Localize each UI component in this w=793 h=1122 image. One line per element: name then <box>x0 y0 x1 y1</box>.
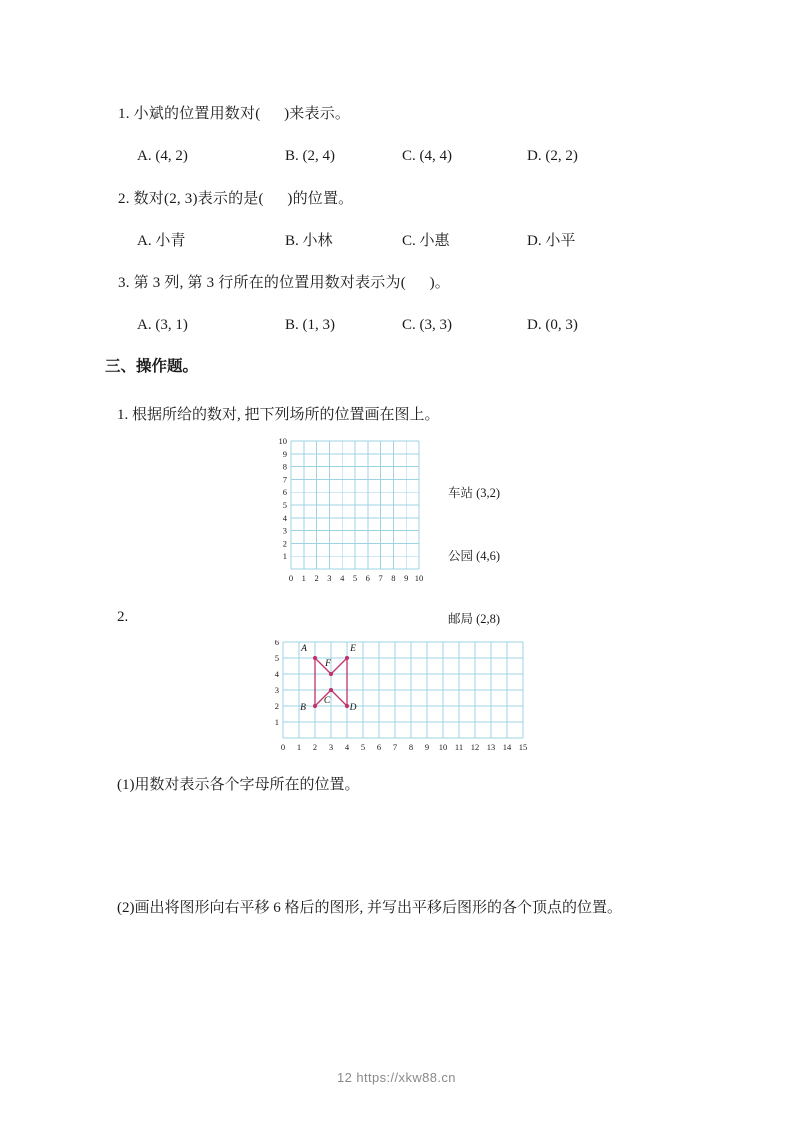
svg-text:1: 1 <box>301 573 306 583</box>
svg-text:7: 7 <box>392 742 398 752</box>
svg-text:6: 6 <box>365 573 370 583</box>
place-label-station: 车站 (3,2) <box>448 486 501 500</box>
place-label-park: 公园 (4,6) <box>448 549 501 563</box>
svg-text:0: 0 <box>280 742 286 752</box>
grid-1-svg <box>268 436 433 586</box>
svg-text:2: 2 <box>314 573 319 583</box>
question-1-option-a[interactable]: A. (4, 2) <box>137 148 188 164</box>
svg-text:7: 7 <box>282 474 287 485</box>
figure-1-place-labels <box>448 441 500 672</box>
svg-text:8: 8 <box>391 573 396 583</box>
question-3-option-c[interactable]: C. (3, 3) <box>402 317 452 333</box>
svg-text:5: 5 <box>352 573 358 583</box>
svg-text:3: 3 <box>282 525 287 536</box>
question-2-option-c[interactable]: C. 小惠 <box>402 233 450 249</box>
question-1-option-c[interactable]: C. (4, 4) <box>402 148 452 164</box>
svg-text:2: 2 <box>312 742 318 752</box>
svg-text:3: 3 <box>327 573 332 583</box>
svg-text:9: 9 <box>424 742 430 752</box>
svg-text:3: 3 <box>328 742 334 752</box>
question-2-option-b[interactable]: B. 小林 <box>285 233 333 249</box>
svg-text:7: 7 <box>378 573 383 583</box>
question-3-option-d[interactable]: D. (0, 3) <box>527 317 578 333</box>
svg-text:4: 4 <box>340 573 345 583</box>
svg-text:4: 4 <box>344 742 350 752</box>
svg-text:6: 6 <box>376 742 382 752</box>
svg-text:1: 1 <box>282 551 287 562</box>
svg-text:5: 5 <box>282 500 287 510</box>
svg-text:6: 6 <box>274 640 279 647</box>
svg-text:A: A <box>301 644 307 654</box>
coordinate-grid-figure-2 <box>262 640 542 755</box>
svg-text:8: 8 <box>408 742 414 752</box>
question-2-option-d[interactable]: D. 小平 <box>527 233 576 249</box>
svg-text:13: 13 <box>486 742 496 752</box>
place-label-postoffice: 邮局 (2,8) <box>448 612 501 626</box>
svg-text:E: E <box>350 644 356 654</box>
svg-text:11: 11 <box>454 742 464 752</box>
svg-text:12: 12 <box>470 742 480 752</box>
operation-q2-sub2: (2)画出将图形向右平移 6 格后的图形, 并写出平移后图形的各个顶点的位置。 <box>117 900 622 916</box>
operation-q2-label: 2. <box>117 609 129 625</box>
operation-q2-sub1: (1)用数对表示各个字母所在的位置。 <box>117 777 360 793</box>
svg-text:10: 10 <box>278 436 287 446</box>
svg-text:2: 2 <box>274 701 279 711</box>
section-three-heading: 三、操作题。 <box>105 358 199 375</box>
svg-text:1: 1 <box>296 742 302 752</box>
operation-q1-stem: 1. 根据所给的数对, 把下列场所的位置画在图上。 <box>117 407 440 423</box>
footer-watermark: 12 https://xkw88.cn <box>337 1070 456 1085</box>
svg-text:10: 10 <box>438 742 448 752</box>
question-3-option-b[interactable]: B. (1, 3) <box>285 317 335 333</box>
coordinate-grid-figure-1 <box>268 436 433 586</box>
svg-text:0: 0 <box>288 573 294 583</box>
question-2-option-a[interactable]: A. 小青 <box>137 233 186 249</box>
svg-text:9: 9 <box>282 448 287 459</box>
question-3-stem: 3. 第 3 列, 第 3 行所在的位置用数对表示为( )。 <box>118 275 450 291</box>
question-2-stem: 2. 数对(2, 3)表示的是( )的位置。 <box>118 191 354 207</box>
question-1-stem: 1. 小斌的位置用数对( )来表示。 <box>118 106 351 122</box>
svg-text:D: D <box>349 703 357 713</box>
svg-text:10: 10 <box>414 573 424 583</box>
svg-text:1: 1 <box>274 717 279 727</box>
svg-text:4: 4 <box>282 512 287 523</box>
question-1-option-d[interactable]: D. (2, 2) <box>527 148 578 164</box>
svg-text:F: F <box>325 659 331 669</box>
svg-text:4: 4 <box>274 669 279 679</box>
svg-text:5: 5 <box>274 653 279 663</box>
svg-text:15: 15 <box>518 742 528 752</box>
svg-text:B: B <box>300 703 306 713</box>
svg-text:5: 5 <box>360 742 366 752</box>
question-3-option-a[interactable]: A. (3, 1) <box>137 317 188 333</box>
svg-text:14: 14 <box>502 742 512 752</box>
grid-2-svg <box>262 640 542 755</box>
svg-text:C: C <box>323 696 331 706</box>
svg-text:2: 2 <box>282 538 287 549</box>
svg-text:8: 8 <box>282 461 287 472</box>
svg-text:3: 3 <box>274 685 279 695</box>
svg-text:9: 9 <box>404 573 409 583</box>
svg-text:6: 6 <box>282 487 287 498</box>
question-1-option-b[interactable]: B. (2, 4) <box>285 148 335 164</box>
